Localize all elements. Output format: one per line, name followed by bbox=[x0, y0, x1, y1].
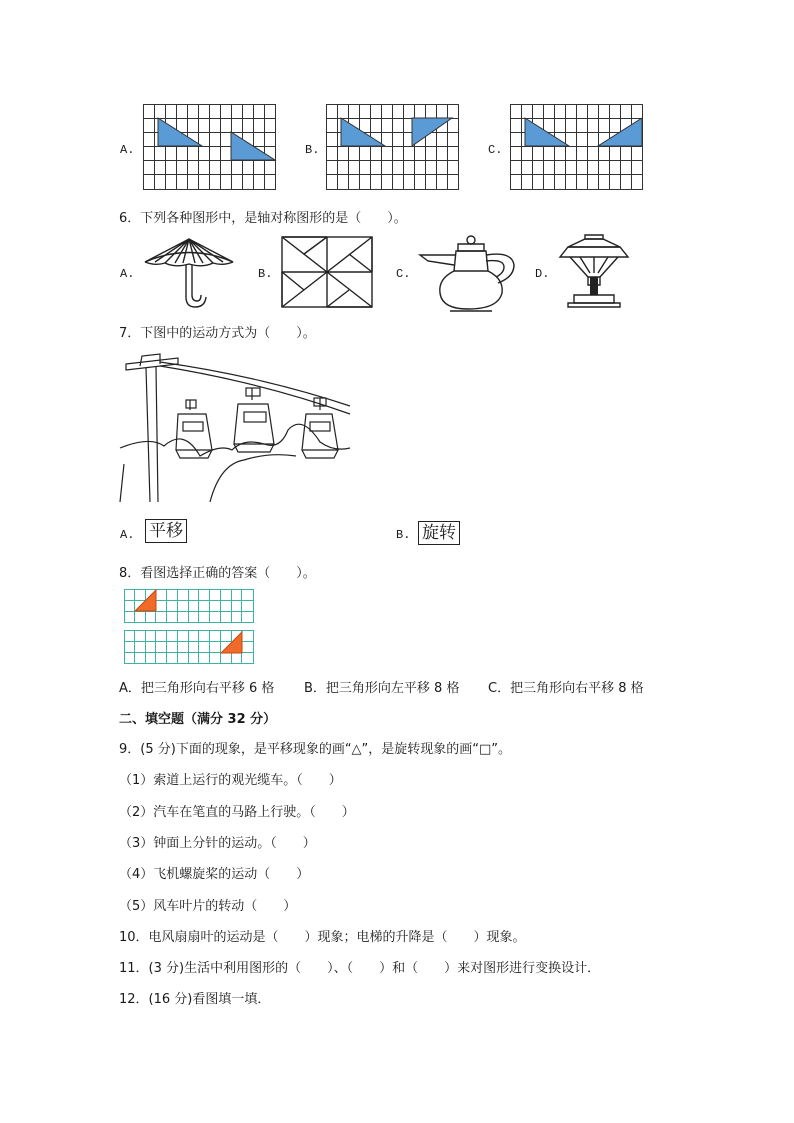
q5-option-a-label: A. bbox=[120, 143, 135, 157]
q8-option-a: A．把三角形向右平移 6 格 bbox=[119, 681, 275, 696]
q8-grid-top bbox=[124, 589, 254, 623]
section2-title: 二、填空题（满分 32 分） bbox=[119, 712, 277, 727]
q9-item-1: （1）索道上运行的观光缆车。（ ） bbox=[119, 773, 342, 788]
q5-option-c-label: C. bbox=[488, 143, 503, 157]
cable-car-illustration bbox=[120, 352, 352, 502]
q10-question: 10．电风扇扇叶的运动是（ ）现象；电梯的升降是（ ）现象。 bbox=[119, 930, 526, 945]
q6-option-c-label: C. bbox=[396, 267, 411, 281]
q6-option-a-label: A. bbox=[120, 267, 135, 281]
q7-option-a-label: A. bbox=[120, 528, 135, 542]
lamp-icon bbox=[558, 233, 630, 309]
q5-grid-c bbox=[510, 104, 643, 190]
q11-question: 11．(3 分)生活中利用图形的（ ）、（ ）和（ ）来对图形进行变换设计． bbox=[119, 961, 601, 976]
q8-question: 8．看图选择正确的答案（ ）。 bbox=[119, 566, 316, 581]
q8-option-b: B．把三角形向左平移 8 格 bbox=[304, 681, 460, 696]
q5-grid-a bbox=[143, 104, 276, 190]
q9-question: 9．(5 分)下面的现象，是平移现象的画“△”，是旋转现象的画“□”。 bbox=[119, 742, 512, 757]
q7-option-b-box: 旋转 bbox=[418, 521, 460, 545]
teapot-icon bbox=[418, 233, 518, 313]
q6-option-d-label: D. bbox=[535, 267, 550, 281]
q8-option-c: C．把三角形向右平移 8 格 bbox=[488, 681, 644, 696]
q9-item-5: （5）风车叶片的转动（ ） bbox=[119, 899, 297, 914]
q9-item-2: （2）汽车在笔直的马路上行驶。（ ） bbox=[119, 805, 355, 820]
q7-option-a-box: 平移 bbox=[145, 519, 187, 543]
umbrella-icon bbox=[143, 235, 235, 310]
q9-item-4: （4）飞机螺旋桨的运动（ ） bbox=[119, 867, 310, 882]
q8-grid-bottom bbox=[124, 630, 254, 664]
q12-question: 12．(16 分)看图填一填． bbox=[119, 992, 271, 1007]
q9-item-3: （3）钟面上分针的运动。（ ） bbox=[119, 836, 316, 851]
pinwheel-icon bbox=[281, 236, 373, 308]
q7-option-b-label: B. bbox=[396, 528, 411, 542]
q5-grid-b bbox=[326, 104, 459, 190]
q6-question: 6．下列各种图形中，是轴对称图形的是（ ）。 bbox=[119, 211, 407, 226]
q7-question: 7．下图中的运动方式为（ ）。 bbox=[119, 326, 316, 341]
q6-option-b-label: B. bbox=[258, 267, 273, 281]
q5-option-b-label: B. bbox=[305, 143, 320, 157]
